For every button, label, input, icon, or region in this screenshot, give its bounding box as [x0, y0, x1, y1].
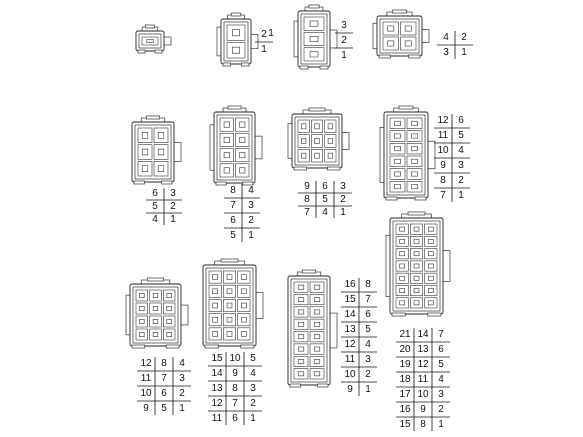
pin-number: 11 [417, 374, 429, 385]
foot-right [328, 167, 341, 170]
pin-number: 2 [179, 388, 185, 399]
pin-terminal [213, 303, 218, 308]
pin-number: 9 [304, 181, 310, 192]
pin-terminal [227, 289, 232, 294]
foot-left [290, 384, 301, 387]
pin-terminal [241, 275, 246, 280]
pin-terminal [414, 289, 419, 293]
connector-8-pin [210, 106, 262, 242]
pin-number: 8 [440, 175, 446, 186]
pin-number: 15 [399, 419, 411, 430]
pin-number: 2 [341, 35, 347, 46]
pin-number: 11 [437, 130, 449, 141]
pin-terminal [227, 331, 232, 336]
latch-tip [221, 259, 238, 262]
pin-terminal [414, 252, 419, 256]
pin-terminal [328, 138, 333, 143]
pin-number: 3 [179, 373, 185, 384]
pin-number: 4 [438, 374, 444, 385]
pin-number: 6 [230, 215, 236, 226]
connector-body [380, 106, 435, 200]
pin-number: 4 [248, 185, 254, 196]
pin-terminal [224, 122, 229, 127]
pin-number: 5 [322, 194, 328, 205]
pin-terminal [428, 276, 433, 280]
pin-number: 9 [440, 160, 446, 171]
latch-tip [147, 278, 163, 281]
foot-left [386, 197, 397, 200]
pin-number: 10 [140, 388, 152, 399]
pin-terminal [227, 317, 232, 322]
pin-number: 1 [261, 44, 267, 55]
latch-tip [231, 13, 241, 16]
pin-number: 1 [340, 207, 346, 218]
pin-number: 20 [399, 344, 411, 355]
foot-right [415, 197, 426, 200]
pin-number: 8 [365, 279, 371, 290]
pin-number: 2 [170, 201, 176, 212]
pin-terminal [158, 149, 164, 155]
pin-number: 18 [399, 374, 411, 385]
pin-terminal [227, 303, 232, 308]
pin-number: 4 [443, 32, 449, 43]
pin-terminal [314, 359, 320, 363]
foot-left [138, 50, 145, 53]
pin-terminal [167, 306, 172, 310]
pin-terminal [158, 166, 164, 172]
pin-terminal [400, 227, 405, 231]
foot-right [318, 384, 329, 387]
pin-terminal [314, 310, 320, 314]
pin-number: 2 [340, 194, 346, 205]
pin-number: 13 [344, 324, 356, 335]
pin-table [434, 114, 470, 202]
foot-left [132, 345, 145, 348]
pin-terminal [395, 121, 401, 125]
pin-terminal [388, 26, 394, 31]
pin-terminal [315, 138, 320, 143]
pin-terminal [167, 293, 172, 297]
pin-terminal [388, 41, 394, 46]
pin-terminal [158, 132, 164, 138]
pin-terminal [167, 332, 172, 336]
pin-terminal [412, 134, 418, 138]
connector-4-pin [373, 10, 473, 59]
pin-number: 2 [438, 404, 444, 415]
connector-body [217, 13, 258, 66]
pin-terminal [241, 317, 246, 322]
pin-terminal [314, 285, 320, 289]
pin-number: 10 [344, 369, 356, 380]
pin-number: 9 [420, 404, 426, 415]
connector-body [294, 5, 337, 69]
pin-terminal [153, 293, 158, 297]
pin-terminal [400, 301, 405, 305]
pin-table [298, 181, 352, 218]
pin-number: 10 [417, 389, 429, 400]
pin-table [137, 357, 191, 415]
pin-table [341, 278, 377, 396]
pin-terminal [142, 166, 148, 172]
pin-number: 1 [365, 384, 371, 395]
pin-number: 21 [399, 329, 411, 340]
pin-table [224, 184, 260, 242]
pin-number: 2 [365, 369, 371, 380]
pin-number: 8 [304, 194, 310, 205]
pin-terminal [400, 252, 405, 256]
foot-left [294, 167, 307, 170]
pin-number: 3 [443, 47, 449, 58]
pin-terminal [412, 147, 418, 151]
pin-number: 10 [437, 145, 449, 156]
connector-6-pin [132, 116, 182, 225]
pin-terminal [412, 121, 418, 125]
pin-number: 3 [340, 181, 346, 192]
pin-number: 4 [250, 368, 256, 379]
connector-body [288, 108, 349, 170]
pin-terminal [140, 319, 145, 323]
pin-terminal [298, 322, 304, 326]
pin-terminal [213, 289, 218, 294]
pin-number: 7 [232, 398, 238, 409]
pin-table [437, 31, 473, 59]
pin-terminal [328, 124, 333, 129]
pin-number: 3 [341, 20, 347, 31]
foot-left [216, 182, 226, 185]
pin-number: 5 [365, 324, 371, 335]
pin-number: 2 [250, 398, 256, 409]
pin-number: 4 [365, 339, 371, 350]
connector-body [126, 278, 188, 348]
foot-right [320, 66, 328, 69]
pin-number: 3 [458, 160, 464, 171]
pin-terminal [167, 319, 172, 323]
pin-number: 1 [179, 403, 185, 414]
pin-terminal [241, 303, 246, 308]
foot-right [428, 313, 441, 316]
latch-tip [408, 212, 425, 215]
pin-terminal [147, 39, 153, 42]
pin-number: 14 [417, 329, 429, 340]
pin-terminal [213, 331, 218, 336]
pin-terminal [315, 153, 320, 158]
pin-number: 4 [152, 214, 158, 225]
foot-left [392, 313, 405, 316]
pin-terminal [428, 239, 433, 243]
pin-terminal [232, 47, 239, 53]
pin-number: 4 [458, 145, 464, 156]
pin-number: 12 [417, 359, 429, 370]
pin-number: 11 [211, 413, 223, 424]
pin-number: 3 [365, 354, 371, 365]
pin-number: 1 [461, 47, 467, 58]
pin-number: 6 [232, 413, 238, 424]
pin-number: 16 [399, 404, 411, 415]
foot-right [162, 181, 173, 184]
pin-number: 12 [140, 358, 152, 369]
pin-number: 5 [438, 359, 444, 370]
pin-number: 16 [344, 279, 356, 290]
connector-body [288, 270, 337, 387]
foot-left [300, 66, 308, 69]
pin-terminal [241, 331, 246, 336]
connector-21-pin [386, 212, 450, 431]
pin-terminal [428, 252, 433, 256]
pin-terminal [405, 41, 411, 46]
pin-number: 8 [420, 419, 426, 430]
pin-number: 5 [230, 230, 236, 241]
pin-terminal [240, 137, 245, 142]
connector-body [132, 116, 181, 184]
connector-body [210, 106, 262, 185]
pin-terminal [140, 293, 145, 297]
foot-right [241, 345, 254, 348]
pin-terminal [395, 172, 401, 176]
pin-terminal [298, 310, 304, 314]
pin-terminal [414, 301, 419, 305]
pin-terminal [301, 153, 306, 158]
pin-number: 13 [417, 344, 429, 355]
pin-terminal [153, 306, 158, 310]
pin-number: 3 [248, 200, 254, 211]
pin-terminal [310, 52, 318, 57]
foot-right [242, 63, 250, 66]
pin-number: 7 [440, 190, 446, 201]
pin-number: 3 [438, 389, 444, 400]
pin-number: 8 [230, 185, 236, 196]
pin-terminal [428, 301, 433, 305]
pin-terminal [314, 322, 320, 326]
pin-terminal [224, 137, 229, 142]
pin-terminal [400, 264, 405, 268]
pin-terminal [400, 276, 405, 280]
pin-number: 8 [161, 358, 167, 369]
pin-terminal [224, 152, 229, 157]
pin-number: 2 [248, 215, 254, 226]
latch-tip [146, 116, 159, 119]
pin-terminal [395, 159, 401, 163]
pin-terminal [241, 289, 246, 294]
pin-terminal [400, 239, 405, 243]
pin-terminal [240, 122, 245, 127]
pin-number: 6 [438, 344, 444, 355]
pin-table [268, 28, 274, 39]
pin-number: 14 [344, 309, 356, 320]
pin-terminal [240, 152, 245, 157]
foot-left [379, 55, 390, 58]
pin-number: 6 [365, 309, 371, 320]
pin-terminal [428, 227, 433, 231]
pin-number: 11 [344, 354, 356, 365]
pin-terminal [227, 275, 232, 280]
latch-tip [302, 270, 315, 273]
pin-number: 7 [161, 373, 167, 384]
foot-left [134, 181, 145, 184]
pin-number: 7 [304, 207, 310, 218]
pin-terminal [140, 332, 145, 336]
latch-tip [309, 5, 319, 8]
pin-number: 9 [232, 368, 238, 379]
pin-number: 11 [140, 373, 152, 384]
pin-number: 9 [143, 403, 149, 414]
pin-terminal [298, 285, 304, 289]
pin-terminal [213, 317, 218, 322]
pin-number: 1 [268, 28, 274, 39]
latch-tip [228, 106, 241, 109]
pin-terminal [314, 297, 320, 301]
pin-terminal [298, 297, 304, 301]
pin-number: 7 [438, 329, 444, 340]
connector-body [386, 212, 450, 316]
pin-table [146, 188, 182, 225]
pin-number: 1 [250, 413, 256, 424]
pin-terminal [310, 36, 318, 41]
latch-tip [309, 108, 325, 111]
pin-terminal [412, 185, 418, 189]
pin-terminal [301, 124, 306, 129]
connector-12-pin [126, 278, 191, 415]
pin-number: 6 [152, 188, 158, 199]
pin-number: 13 [211, 383, 223, 394]
pin-terminal [314, 335, 320, 339]
pin-number: 4 [322, 207, 328, 218]
pin-terminal [298, 335, 304, 339]
pin-table [208, 352, 262, 425]
pin-number: 17 [399, 389, 411, 400]
latch-tip [146, 25, 155, 28]
pin-terminal [224, 168, 229, 173]
connector-body [203, 259, 263, 348]
pin-terminal [314, 347, 320, 351]
pin-number: 1 [458, 190, 464, 201]
latch-tip [392, 10, 406, 13]
connector-body [373, 10, 429, 58]
pin-number: 8 [232, 383, 238, 394]
pin-terminal [301, 138, 306, 143]
foot-left [223, 63, 231, 66]
pin-terminal [153, 319, 158, 323]
pin-terminal [240, 168, 245, 173]
pin-terminal [414, 276, 419, 280]
pin-number: 14 [211, 368, 223, 379]
pin-terminal [142, 149, 148, 155]
pin-number: 6 [458, 115, 464, 126]
pin-terminal [428, 289, 433, 293]
connector-3-pin [294, 5, 353, 69]
pin-number: 3 [170, 188, 176, 199]
pin-terminal [232, 30, 239, 36]
connector-15-pin [203, 259, 263, 425]
pin-terminal [414, 239, 419, 243]
pin-number: 5 [250, 353, 256, 364]
pin-number: 5 [161, 403, 167, 414]
connector-9-pin [288, 108, 352, 218]
pin-terminal [310, 21, 318, 26]
pin-terminal [298, 359, 304, 363]
connector-16-pin [288, 270, 377, 396]
foot-right [166, 345, 179, 348]
pin-terminal [395, 134, 401, 138]
pin-number: 5 [152, 201, 158, 212]
pin-terminal [395, 185, 401, 189]
pin-number: 15 [211, 353, 223, 364]
pin-terminal [412, 172, 418, 176]
pin-number: 2 [458, 175, 464, 186]
foot-left [205, 345, 218, 348]
pin-number: 2 [461, 32, 467, 43]
pin-number: 12 [344, 339, 356, 350]
pin-terminal [153, 332, 158, 336]
pin-number: 10 [229, 353, 241, 364]
pin-number: 1 [248, 230, 254, 241]
pin-terminal [414, 227, 419, 231]
pin-terminal [395, 147, 401, 151]
pin-number: 7 [365, 294, 371, 305]
pin-terminal [298, 372, 304, 376]
connector-12-pin [380, 106, 470, 202]
foot-right [409, 55, 420, 58]
pin-number: 6 [161, 388, 167, 399]
pin-terminal [140, 306, 145, 310]
pin-terminal [328, 153, 333, 158]
connector-2-pin [217, 13, 273, 66]
pin-number: 1 [438, 419, 444, 430]
pin-number: 4 [179, 358, 185, 369]
pin-terminal [142, 132, 148, 138]
pin-number: 2 [261, 29, 267, 40]
pin-number: 12 [437, 115, 449, 126]
pin-terminal [412, 159, 418, 163]
pin-table [396, 328, 450, 431]
pin-terminal [315, 124, 320, 129]
pin-number: 3 [250, 383, 256, 394]
pin-number: 1 [170, 214, 176, 225]
pin-number: 12 [211, 398, 223, 409]
pin-terminal [400, 289, 405, 293]
pin-table [335, 20, 353, 61]
connector-body [136, 25, 171, 53]
pin-terminal [414, 264, 419, 268]
pin-terminal [428, 264, 433, 268]
pin-terminal [405, 26, 411, 31]
pin-number: 1 [341, 50, 347, 61]
pin-number: 9 [347, 384, 353, 395]
pin-terminal [314, 372, 320, 376]
pin-number: 15 [344, 294, 356, 305]
pin-number: 7 [230, 200, 236, 211]
pin-terminal [298, 347, 304, 351]
pin-number: 5 [458, 130, 464, 141]
pin-terminal [213, 275, 218, 280]
pin-number: 19 [399, 359, 411, 370]
pin-number: 6 [322, 181, 328, 192]
foot-right [155, 50, 162, 53]
latch-tip [399, 106, 413, 109]
